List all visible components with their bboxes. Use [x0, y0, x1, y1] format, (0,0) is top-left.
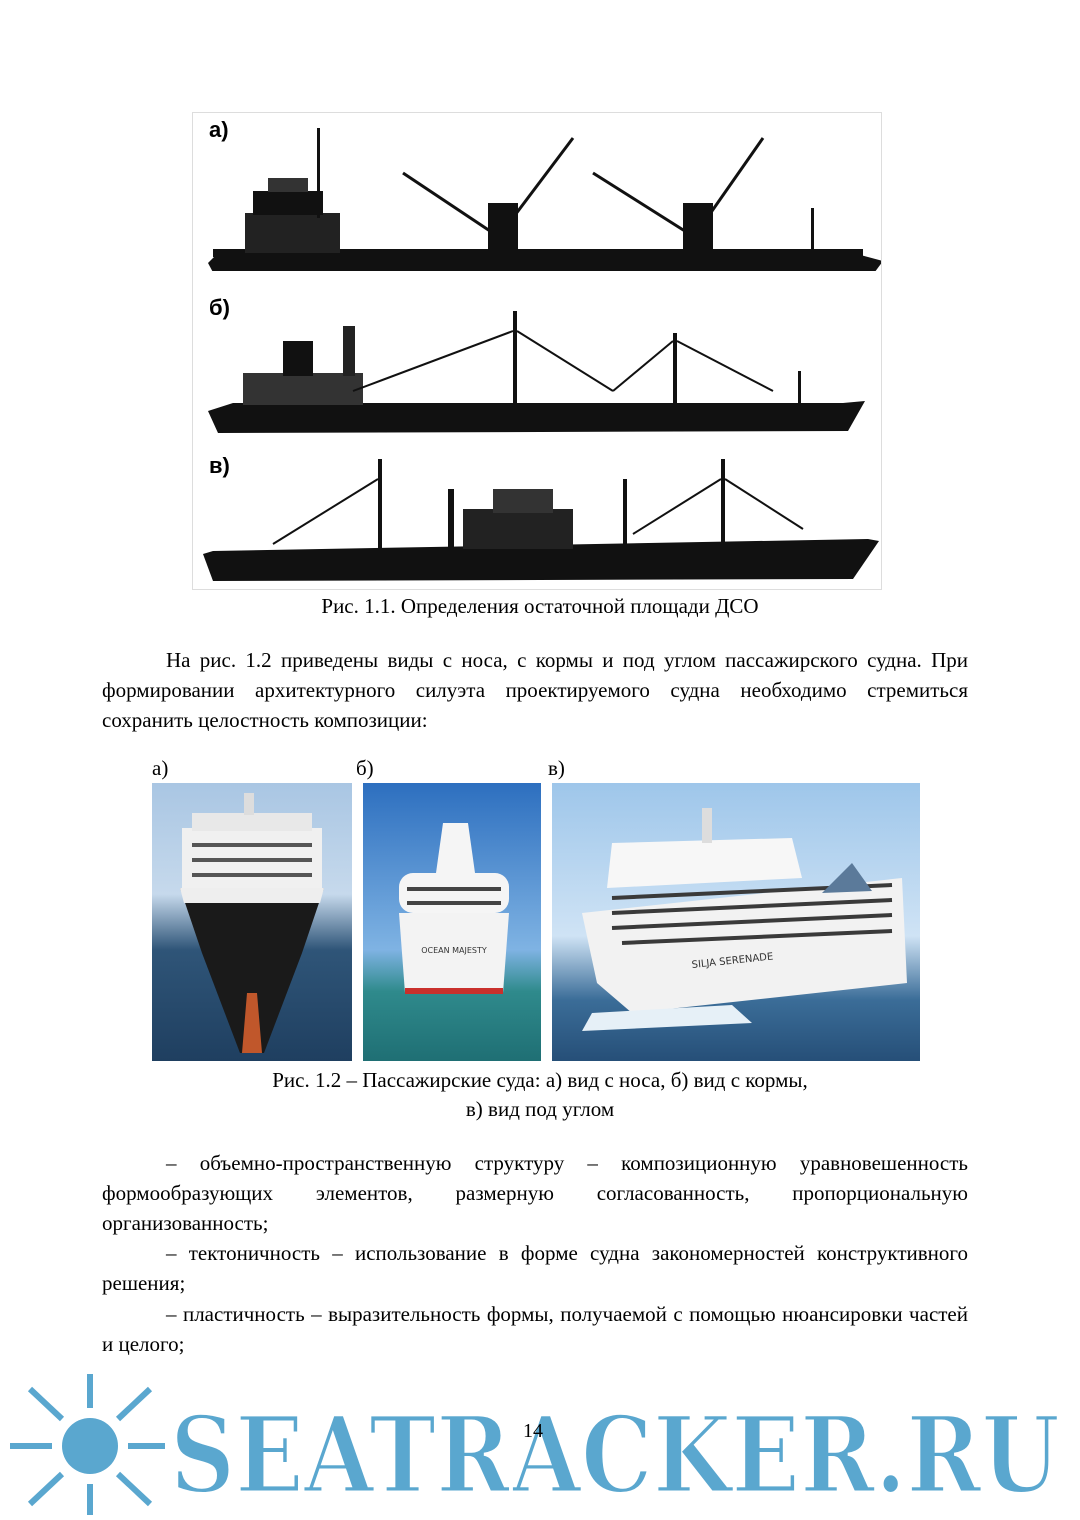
ship-drawing-b [193, 291, 881, 449]
figure-2-caption-line1: Рис. 1.2 – Пассажирские суда: а) вид с носа, б) вид с кормы, [272, 1068, 808, 1092]
ship-drawing-c [193, 449, 881, 607]
list-item-plasticity: – пластичность – выразительность формы, получаемой с помощью нюансировки частей и целого; [102, 1302, 968, 1356]
page-number: 14 [523, 1420, 543, 1442]
panel-label-a: а) [209, 117, 229, 142]
panel-label-b: б) [209, 295, 230, 320]
panel-label-c: в) [209, 453, 230, 478]
ship-name-ocean-majesty: OCEAN MAJESTY [421, 946, 487, 955]
photo-bow-view [152, 783, 352, 1061]
figure-2-caption-line2: в) вид под углом [465, 1097, 615, 1121]
ship-bow-illustration [152, 783, 352, 1061]
ship-silhouette-b [193, 291, 881, 449]
watermark-graphic [0, 1374, 1080, 1515]
list-item-tectonics: – тектоничность – использование в форме судна закономерностей конструктивного решения; [102, 1241, 968, 1295]
sun-logo-icon [10, 1374, 165, 1515]
photo-label-a: а) [152, 756, 169, 780]
watermark-text: SEATRACKER.RU [170, 1392, 1060, 1515]
ship-drawing-a [193, 113, 881, 271]
figure-1-caption: Рис. 1.1. Определения остаточной площади ДСО [321, 594, 759, 618]
list-item-structure: – объемно-пространственную структуру – композиционную уравновешенность формообразующих элементов, размерную согласованность, пропорциональную организованность; [102, 1151, 968, 1235]
ship-silhouette-c [193, 449, 881, 589]
ship-stern-illustration [363, 783, 541, 1061]
photo-label-c: в) [548, 756, 565, 780]
figure-1-1 [192, 112, 882, 590]
photo-angle-view [552, 783, 920, 1061]
ship-name-silja-serenade: SILJA SERENADE [691, 951, 774, 971]
ship-silhouette-a [193, 113, 881, 271]
ship-angle-illustration [552, 783, 920, 1061]
seatracker-watermark [0, 1374, 1080, 1515]
photo-label-b: б) [356, 756, 374, 780]
photo-stern-view [363, 783, 541, 1061]
paragraph-intro: На рис. 1.2 приведены виды с носа, с кормы и под углом пассажирского судна. При формировании архитектурного силуэта проектируемого судна необходимо стремиться сохранить целостность композиции: [102, 648, 968, 732]
